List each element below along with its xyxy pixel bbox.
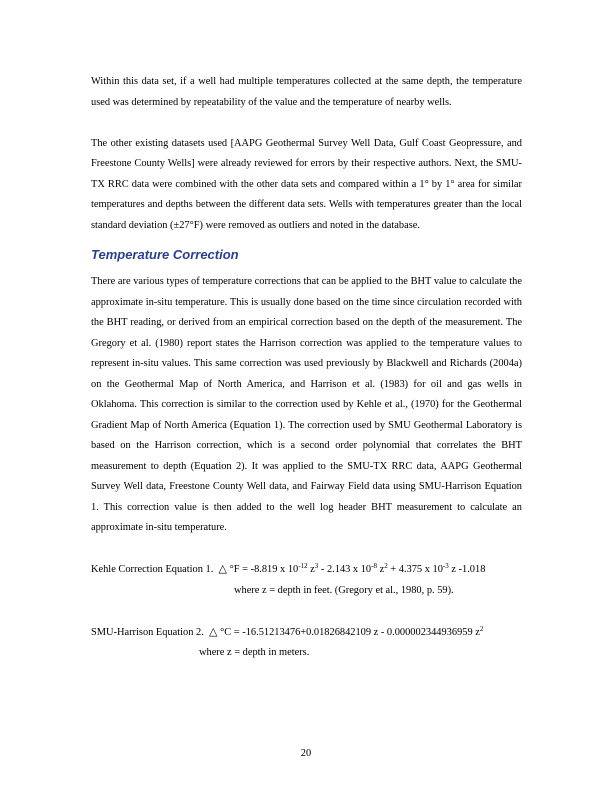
equation-smu-harrison-exp-a: 2 [479,624,484,633]
equation-smu-harrison-label: SMU-Harrison Equation 2. [91,626,204,638]
paragraph-existing-datasets: The other existing datasets used [AAPG Geothermal Survey Well Data, Gulf Coast Geopressure, and Freestone County Wells] were already reviewed for errors by their respective authors. Next, the SMU-TX RRC data were combined with the other data sets and compared within a 1° by 1° area for similar temperatures and depths between the different data sets. Wells with temperatures greater than the local standard deviation (±27°F) were removed as outliers and noted in the database. [91,137,522,231]
paragraph-repeatability: Within this data set, if a well had multiple temperatures collected at the same depth, the temperature used was determined by repeatability of the value and the temperature of nearby wells. [91,76,522,108]
equation-kehle [91,559,522,581]
equation-kehle-term-a: °F = -8.819 x 10 [227,564,299,575]
equation-kehle-term-f: z -1.018 [448,564,486,575]
equation-kehle-exp-c: -8 [371,562,377,570]
equation-smu-harrison-note: where z = depth in meters. [199,647,310,658]
equation-kehle-term-c: - 2.143 x 10 [318,564,372,575]
equation-kehle-label: Kehle Correction Equation 1. [91,564,214,575]
equation-kehle-note: where z = depth in feet. (Gregory et al., 1980, p. 59). [234,584,454,596]
page-number: 20 [300,748,312,759]
equation-kehle-term-b: z [307,564,315,575]
equation-kehle-exp-d: 2 [384,562,388,570]
equation-kehle-exp-a: -12 [298,562,308,570]
equation-kehle-term-d: z [376,564,385,575]
equation-kehle-exp-e: -3 [442,562,449,570]
equation-smu-harrison [91,622,522,644]
equation-kehle-exp-b: 3 [314,562,319,570]
delta-triangle-icon: △ [218,562,228,575]
section-heading-temperature-correction: Temperature Correction [91,247,239,262]
equation-smu-harrison-term-a: °C = -16.51213476+0.01826842109 z - 0.000002344936959 z [217,626,480,638]
paragraph-temperature-corrections: There are various types of temperature corrections that can be applied to the BHT value to calculate the approximate in-situ temperature. This is usually done based on the time since circulation recorded with the BHT reading, or derived from an empirical correction based on the depth of the measurement. The Gregory et al. (1980) report states the Harrison correction was applied to the temperature values to represent in-situ values. This same correction was used previously by Blackwell and Richards (2004a) on the Geothermal Map of North America, and Harrison et al. (1983) for oil and gas wells in Oklahoma. This correction is similar to the correction used by Kehle et al., (1970) for the Geothermal Gradient Map of North America (Equation 1). The correction used by SMU Geothermal Laboratory is based on the Harrison correction, which is a second order polynomial that correlates the BHT measurement to depth (Equation 2). It was applied to the SMU-TX RRC data, AAPG Geothermal Survey Well data, Freestone County Well data, and Fairway Field data using SMU-Harrison Equation 1. This correction value is then added to the well log header BHT measurement to calculate an approximate in-situ temperature. [91,276,522,533]
delta-triangle-icon: △ [209,624,218,638]
document-page [91,72,522,664]
equation-kehle-term-e: + 4.375 x 10 [387,564,443,575]
